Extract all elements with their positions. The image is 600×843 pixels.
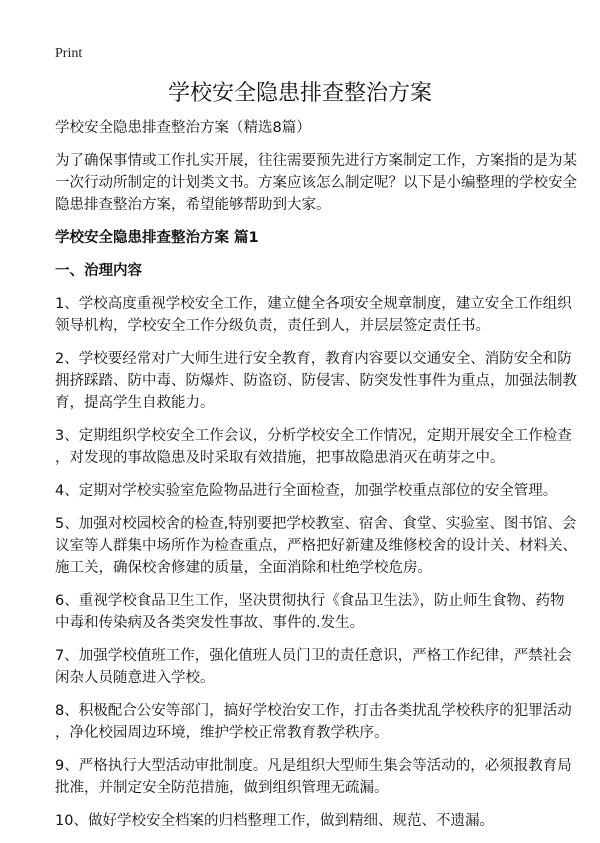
sub-heading [55, 260, 550, 282]
list-item [55, 810, 550, 832]
list-item-line: 2、学校要经常对广大师生进行安全教育，教育内容要以交通安全、消防安全和防 [55, 351, 572, 367]
document-body [55, 117, 577, 843]
list-item [55, 348, 577, 414]
list-item-line: ，净化校园周边环境，维护学校正常教育教学秩序。 [55, 725, 389, 741]
subtitle-text: 学校安全隐患排查整治方案（精选8篇） [55, 120, 311, 136]
list-item-line: 1、学校高度重视学校安全工作，建立健全各项安全规章制度，建立安全工作组织 [55, 296, 572, 312]
list-item [55, 293, 572, 337]
subtitle [55, 117, 550, 139]
list-item [55, 513, 577, 579]
list-item-line: 8、积极配合公安等部门，搞好学校治安工作，打击各类扰乱学校秩序的犯罪活动 [55, 703, 572, 719]
list-item-line: 育，提高学生自救能力。 [55, 395, 215, 411]
list-item [55, 480, 558, 502]
document-title: 学校安全隐患排查整治方案 [167, 81, 432, 106]
list-item-line: 3、定期组织学校安全工作会议，分析学校安全工作情况，定期开展安全工作检查 [55, 428, 572, 444]
list-item [55, 700, 572, 744]
list-item [55, 645, 572, 689]
list-item-line: 4、定期对学校实验室危险物品进行全面检查，加强学校重点部位的安全管理。 [55, 483, 558, 499]
print-label: Print [55, 46, 83, 61]
list-item-line: 6、重视学校食品卫生工作，坚决贯彻执行《食品卫生法》，防止师生食物、药物 [55, 593, 565, 609]
list-item [55, 425, 572, 469]
list-item-line: 7、加强学校值班工作，强化值班人员门卫的责任意识，严格工作纪律，严禁社会 [55, 648, 572, 664]
intro-line: 为了确保事情或工作扎实开展，往往需要预先进行方案制定工作，方案指的是为某 [55, 153, 577, 169]
list-item-line: 拥挤踩踏、防中毒、防爆炸、防盗窃、防侵害、防突发性事件为重点，加强法制教 [55, 373, 577, 389]
intro-line: 一次行动所制定的计划类文书。方案应该怎么制定呢？以下是小编整理的学校安全 [55, 175, 577, 191]
intro-line: 隐患排查整治方案，希望能够帮助到大家。 [55, 197, 331, 213]
list-item-line: 施工关，确保校舍修建的质量，全面消除和杜绝学校危房。 [55, 560, 432, 576]
list-item-line: 领导机构，学校安全工作分级负责，责任到人，并层层签定责任书。 [55, 318, 490, 334]
list-item [55, 755, 572, 799]
list-item-line: 10、做好学校安全档案的归档整理工作，做到精细、规范、不遗漏。 [55, 813, 494, 829]
intro-paragraph [55, 150, 577, 216]
section-heading [55, 227, 550, 249]
list-item-line: ，对发现的事故隐患及时采取有效措施，把事故隐患消灭在萌芽之中。 [55, 450, 505, 466]
list-item-line: 5、加强对校园校舍的检查,特别要把学校教室、宿舍、食堂、实验室、图书馆、会 [55, 516, 577, 532]
list-item-line: 中毒和传染病及各类突发性事故、事件的.发生。 [55, 615, 365, 631]
section-heading-text: 学校安全隐患排查整治方案 篇1 [55, 230, 259, 246]
sub-heading-text: 一、治理内容 [55, 263, 142, 279]
list-item-line: 闲杂人员随意进入学校。 [55, 670, 215, 686]
list-item-line: 9、严格执行大型活动审批制度。凡是组织大型师生集会等活动的，必须报教育局 [55, 758, 572, 774]
list-item-line: 议室等人群集中场所作为检查重点，严格把好新建及维修校舍的设计关、材料关、 [55, 538, 577, 554]
list-item [55, 590, 565, 634]
list-item-line: 批准，并制定安全防范措施，做到组织管理无疏漏。 [55, 780, 389, 796]
